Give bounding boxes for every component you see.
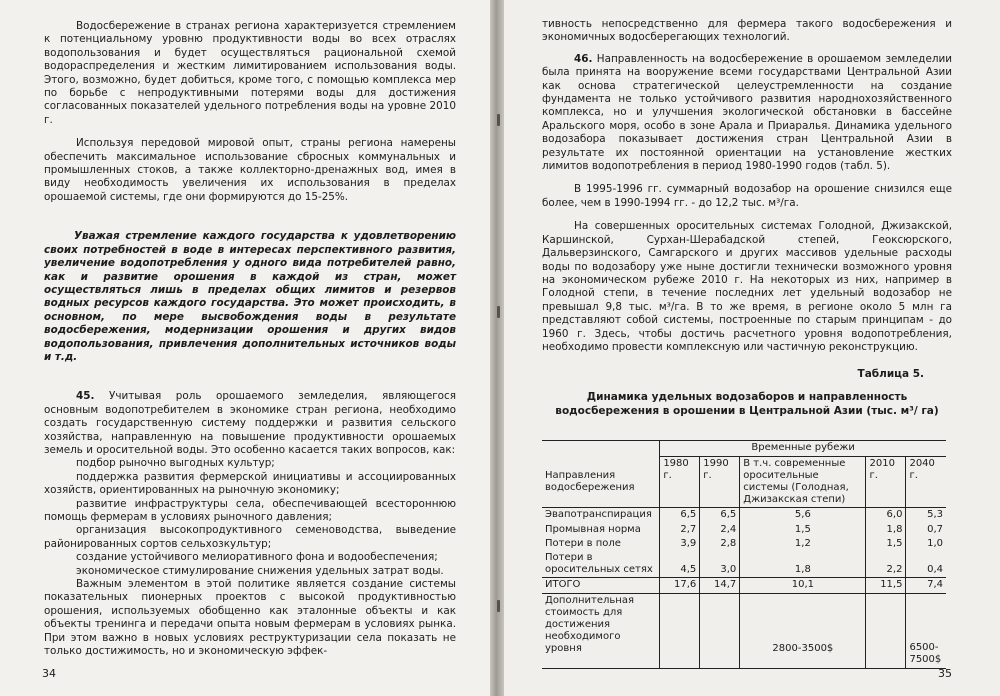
table-cell: 11,5 [866,578,906,593]
list-item: развитие инфраструктуры села, обеспечивающей всестороннюю помощь фермерам в условиях рыночного давления; [44,497,456,523]
table-water-withdrawal [542,440,946,668]
table-header-row-2 [542,456,946,508]
table-cell-empty [660,593,700,668]
page-35 [496,0,1000,696]
table-cell: 0,4 [906,551,946,578]
binding-stitch [497,306,500,318]
paragraph-irrigation-systems: На совершенных оросительных системах Голодной, Джизакской, Каршинской, Сурхан-Шерабадской степей, Геоксюрского, Дальверзинского, Самгарского и других массивов удельные расходы воды по водозабору уже ныне достигли технически возможного уровня на экономическом рубеже 2010 г. На некоторых из них, например в Голодной степи, в течение последних лет удельный водозабор не превышал 9,8 тыс. м³/га. В то же время, в регионе около 5 млн га представляют собой системы, построенные по старым принципам - до 1960 г. Здесь, чтобы достичь расчетного уровня водопотребления, необходимо провести комплексную или частичную реконструкцию. [542,220,952,353]
table-cell: 10,1 [740,578,866,593]
table-caption: Таблица 5. [857,368,924,381]
table-title: Динамика удельных водозаборов и направленность водосбережения в орошении в Центральной Азии (тыс. м³/ га) [555,391,939,418]
list-item: подбор рыночно выгодных культур; [76,457,275,470]
table-cell: 1,5 [740,523,866,537]
table-row-label: Промывная норма [545,523,641,535]
table-column-header: 1990 г. [700,456,740,508]
table-cell: 1,5 [866,537,906,551]
paragraph-italic-principle: Уважая стремление каждого государства к удовлетворению своих потребностей в воде в интересах перспективного развития, увеличение водопотребления у одного вида потребителей равно, как и развитие орошения в каждой из стран, может осуществляться лишь в пределах общих лимитов и резервов водных ресурсов каждого государства. Это может происходить, в основном, по мере высвобождения воды в результате водосбережения, модернизации орошения и других видов водопользования, привлечения дополнительных источников воды и т.д. [44,230,456,363]
table-column-header: 2010 г. [866,456,906,508]
paragraph-45-text: Учитывая роль орошаемого земледелия, являющегося основным водопотребителем в экономике стран региона, необходимо создать государственную систему поддержки и развития сельского хозяйства, направленную на повышение продуктивности орошаемых земель и оросительной воды. Это особенно касается таких вопросов, как: [44,390,457,456]
table-cell: 1,2 [740,537,866,551]
table-column-header: В т.ч. современные оросительные системы (Голодная, Джизакская степи) [740,456,866,508]
list-item: экономическое стимулирование снижения удельных затрат воды. [76,564,444,577]
list-item: создание устойчивого мелиоративного фона и водообеспечения; [76,551,438,564]
table-cell: 5,6 [740,508,866,523]
table-cell: 7,4 [906,578,946,593]
table-column-header: 1980 г. [660,456,700,508]
table-row [542,508,946,523]
list-item: организация высокопродуктивного семеноводства, выведение районированных сортов сельхозкультур; [44,524,456,550]
table-cell: 6,0 [866,508,906,523]
table-cell: 3,9 [660,537,700,551]
paragraph-46-text: Направленность на водосбережение в орошаемом земледелии была принята на вооружение всеми государствами Центральной Азии как основа стратегической целеустремленности на создание фундамента не только устойчивого развития народнохозяйственного комплекса, но и улучшения экологической обстановки в бассейне Аральского моря, особо в зоне Арала и Приаралья. Динамика удельного водозабора показывает достижения стран Центральной Азии в результате их постоянной ориентации на установление жестких лимитов водопотребления в период 1980-1990 годов (табл. 5). [542,52,952,173]
table-row-label: Потери в поле [545,537,621,549]
paragraph-wastewater-reuse: Используя передовой мировой опыт, страны региона намерены обеспечить максимальное использование сбросных коммунальных и промышленных стоков, а также коллекторно-дренажных вод, имея в виду необходимость увеличения их использования в пределах орошаемой системы, где они формируются до 15-25%. [44,137,456,203]
table-cell: 0,7 [906,523,946,537]
table-cell: 14,7 [700,578,740,593]
table-corner [542,441,660,456]
paragraph-46 [542,53,952,174]
paragraph-water-saving-intro: Водосбережение в странах региона характеризуется стремлением к потенциальному уровню продуктивности воды во всех отраслях водопользования и будет осуществляться рациональной схемой водораспределения и жестким лимитированием использования воды. Этого, возможно, будет добиться, кроме того, с помощью комплекса мер по борьбе с непродуктивными потерями воды для достижения согласованных показателей удельного потребления воды на уровне 2010 г. [44,20,456,126]
book-gutter [490,0,504,696]
table-cell-empty [866,593,906,668]
table-cell: 1,8 [740,551,866,578]
table-cell: 17,6 [660,578,700,593]
table-row-label: ИТОГО [542,578,660,593]
table-row [542,523,946,537]
page-34 [0,0,496,696]
table-row [542,537,946,551]
table-cost-mid: 2800-3500$ [740,593,866,668]
table-cell: 6,5 [700,508,740,523]
page-number-left: 34 [42,667,56,680]
table-cell: 3,0 [700,551,740,578]
list-item: поддержка развития фермерской инициативы и ассоциированных хозяйств, ориентированных на рыночную экономику; [44,470,456,497]
table-cell: 2,8 [700,537,740,551]
table-cell: 2,7 [660,523,700,537]
table-cell: 5,3 [906,508,946,523]
table-cell: 2,2 [866,551,906,578]
table-header-row-1 [542,441,946,456]
paragraph-pilot-projects: Важным элементом в этой политике является создание системы показательных пионерных проектов с высокой продуктивностью орошения, используемых обобщенно как эталонные объекты и как объекты тренинга и передачи опыта новым фермерам в условиях рынка. При этом важно в новых условиях реструктуризации села показать не только достижимость, но и экономическую эффек- [44,578,456,658]
table-cell: 2,4 [700,523,740,537]
table-cell: 6,5 [660,508,700,523]
paragraph-45 [44,390,456,457]
table-row [542,551,946,578]
table-cost-row [542,593,946,668]
table-group-header: Временные рубежи [660,441,946,456]
table-row-header: Направления водосбережения [542,456,660,508]
table-cell: 1,8 [866,523,906,537]
table-cost-right: 6500-7500$ [906,593,946,668]
table-row-label: Потери в оросительных сетях [545,551,653,576]
table-total-row [542,578,946,593]
paragraph-1995-withdrawal: В 1995-1996 гг. суммарный водозабор на орошение снизился еще более, чем в 1990-1994 гг. - до 12,2 тыс. м³/га. [542,183,952,209]
page-number-right: 35 [938,667,952,680]
table-cell-empty [700,593,740,668]
table-cost-label: Дополнительная стоимость для достижения необходимого уровня [542,593,660,668]
paragraph-number-45: 45. [76,390,95,403]
binding-stitch [497,600,500,612]
binding-stitch [497,114,500,126]
table-cell: 1,0 [906,537,946,551]
table-column-header: 2040 г. [906,456,946,508]
table-row-label: Эвапотранспирация [545,509,652,521]
paragraph-continuation: тивность непосредственно для фермера такого водосбережения и экономичных водосберегающих технологий. [542,18,952,44]
table-cell: 4,5 [660,551,700,578]
paragraph-number-46: 46. [574,52,593,65]
